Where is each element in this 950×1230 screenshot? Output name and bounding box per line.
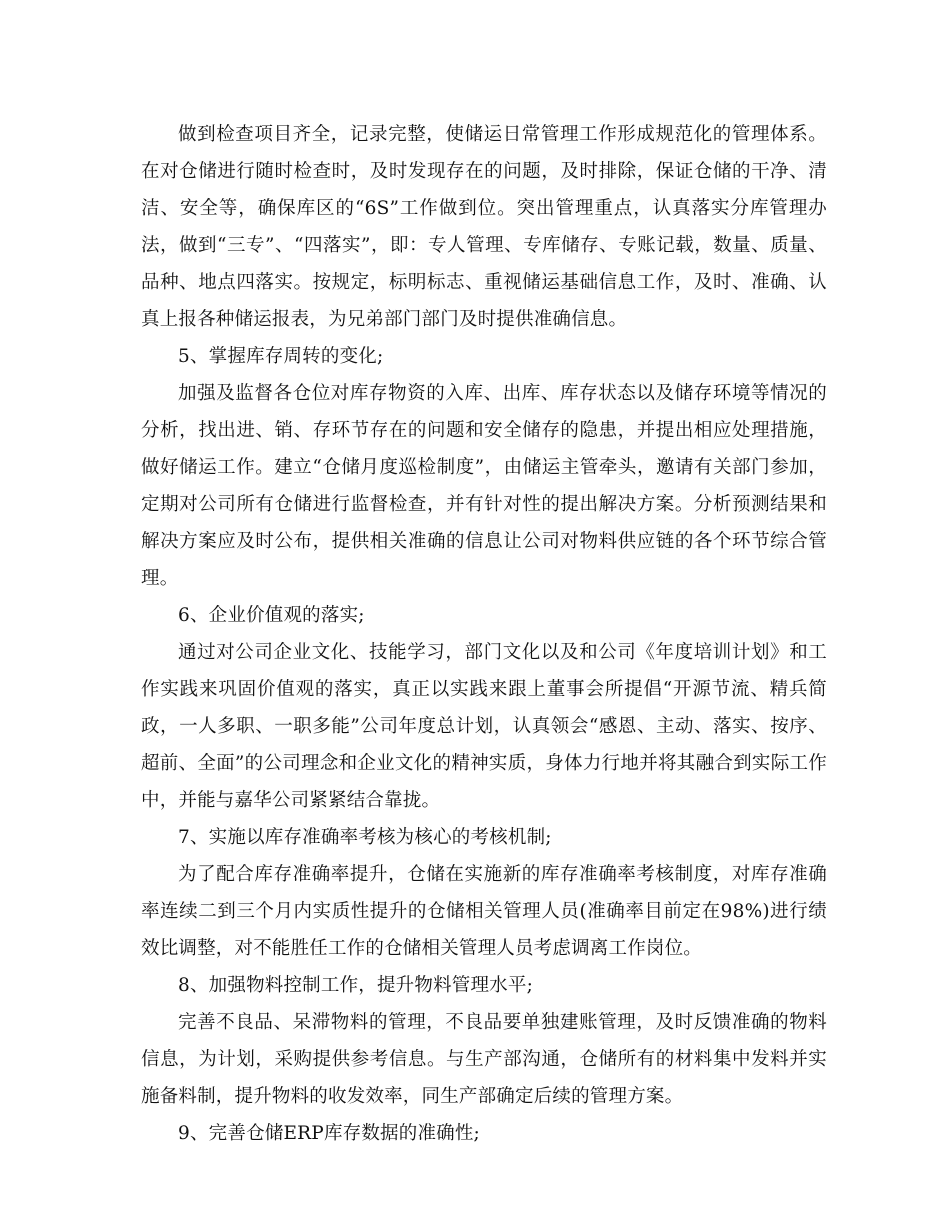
section-heading-5: 5、掌握库存周转的变化; bbox=[178, 346, 384, 367]
document-body bbox=[141, 116, 827, 1152]
section-heading-7: 7、实施以库存准确率考核为核心的考核机制; bbox=[178, 827, 552, 848]
section-heading-6: 6、企业价值观的落实; bbox=[178, 605, 365, 626]
paragraph-material-control: 完善不良品、呆滞物料的管理，不良品要单独建账管理，及时反馈准确的物料信息，为计划，采购提供参考信息。与生产部沟通，仓储所有的材料集中发料并实施备料制，提升物料的收发效率，同生产部确定后续的管理方案。 bbox=[141, 1012, 827, 1107]
paragraph-inventory-turnover: 加强及监督各仓位对库存物资的入库、出库、库存状态以及储存环境等情况的分析，找出进、销、存环节存在的问题和安全储存的隐患，并提出相应处理措施，做好储运工作。建立“仓储月度巡检制度”，由储运主管牵头，邀请有关部门参加，定期对公司所有仓储进行监督检查，并有针对性的提出解决方案。分析预测结果和解决方案应及时公布，提供相关准确的信息让公司对物料供应链的各个环节综合管理。 bbox=[141, 383, 827, 589]
section-heading-8: 8、加强物料控制工作，提升物料管理水平; bbox=[178, 975, 534, 996]
paragraph-corporate-values: 通过对公司企业文化、技能学习，部门文化以及和公司《年度培训计划》和工作实践来巩固价值观的落实，真正以实践来跟上董事会所提倡“开源节流、精兵简政，一人多职、一职多能”公司年度总计划，认真领会“感恩、主动、落实、按序、超前、全面”的公司理念和企业文化的精神实质，身体力行地并将其融合到实际工作中，并能与嘉华公司紧紧结合靠拢。 bbox=[141, 642, 827, 811]
paragraph-accuracy-assessment: 为了配合库存准确率提升，仓储在实施新的库存准确率考核制度，对库存准确率连续二到三个月内实质性提升的仓储相关管理人员(准确率目前定在98%)进行绩效比调整，对不能胜任工作的仓储相关管理人员考虑调离工作岗位。 bbox=[141, 864, 827, 959]
section-heading-9: 9、完善仓储ERP库存数据的准确性; bbox=[178, 1123, 480, 1144]
paragraph-inspection: 做到检查项目齐全，记录完整，使储运日常管理工作形成规范化的管理体系。在对仓储进行随时检查时，及时发现存在的问题，及时排除，保证仓储的干净、清洁、安全等，确保库区的“6S”工作做到位。突出管理重点，认真落实分库管理办法，做到“三专”、“四落实”，即：专人管理、专库储存、专账记载，数量、质量、品种、地点四落实。按规定，标明标志、重视储运基础信息工作，及时、准确、认真上报各种储运报表，为兄弟部门部门及时提供准确信息。 bbox=[141, 124, 827, 330]
